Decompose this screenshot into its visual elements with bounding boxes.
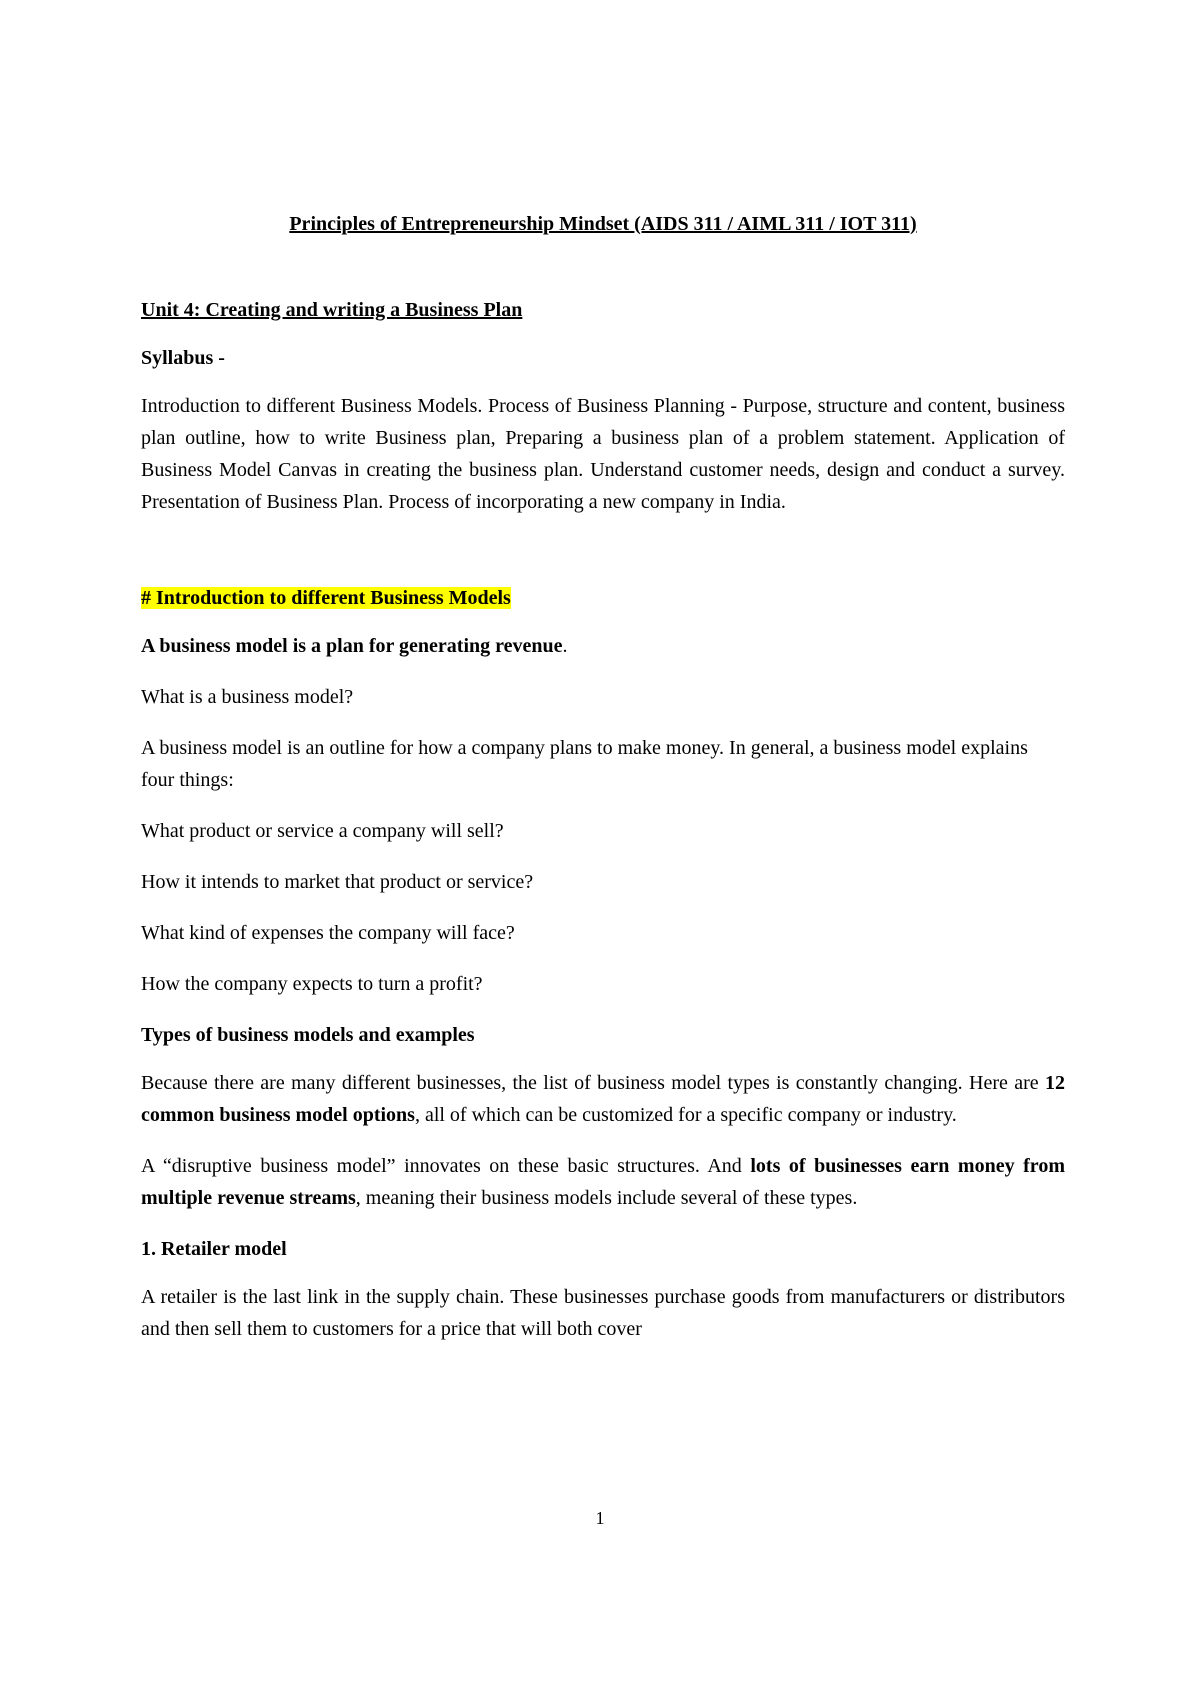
- document-title: Principles of Entrepreneurship Mindset (AIDS 311 / AIML 311 / IOT 311): [289, 213, 917, 235]
- disruptive-text-bold: lots of businesses earn money from multiple revenue streams: [141, 1155, 1065, 1209]
- types-heading: Types of business models and examples: [141, 1024, 475, 1046]
- list-item: What kind of expenses the company will face?: [141, 922, 515, 944]
- list-item: How it intends to market that product or service?: [141, 871, 534, 893]
- definition-paragraph: [141, 630, 1065, 662]
- page-number: 1: [595, 1508, 605, 1528]
- list-item: How the company expects to turn a profit?: [141, 973, 483, 995]
- disruptive-paragraph: [141, 1150, 1065, 1214]
- syllabus-text: Introduction to different Business Models. Process of Business Planning - Purpose, structure and content, business plan outline, how to write Business plan, Preparing a business plan of a problem statement. Application of Business Model Canvas in creating the business plan. Understand customer needs, design and conduct a survey. Presentation of Business Plan. Process of incorporating a new company in India.: [141, 395, 1065, 513]
- types-text-before: Because there are many different businesses, the list of business model types is constantly changing. Here are: [141, 1072, 1045, 1094]
- syllabus-label: Syllabus -: [141, 347, 225, 369]
- unit-title: Unit 4: Creating and writing a Business Plan: [141, 299, 523, 321]
- question-text: What is a business model?: [141, 686, 354, 708]
- types-text-after: , all of which can be customized for a specific company or industry.: [414, 1104, 957, 1126]
- page-content: [141, 208, 1065, 1364]
- outline-text: A business model is an outline for how a company plans to make money. In general, a business model explains four things:: [141, 737, 1028, 791]
- section-heading-highlight: # Introduction to different Business Models: [141, 587, 511, 609]
- retailer-heading: 1. Retailer model: [141, 1238, 287, 1260]
- disruptive-text-after: , meaning their business models include several of these types.: [355, 1187, 858, 1209]
- retailer-text: A retailer is the last link in the supply chain. These businesses purchase goods from manufacturers or distributors and then sell them to customers for a price that will both cover: [141, 1286, 1065, 1340]
- list-item: What product or service a company will sell?: [141, 820, 504, 842]
- disruptive-text-before: A “disruptive business model” innovates on these basic structures. And: [141, 1155, 751, 1177]
- definition-bold-text: A business model is a plan for generating revenue: [141, 635, 563, 657]
- definition-end: .: [562, 635, 568, 657]
- types-text-bold: 12 common business model options: [141, 1072, 1065, 1126]
- types-paragraph: [141, 1067, 1065, 1131]
- section-heading: [141, 582, 1065, 614]
